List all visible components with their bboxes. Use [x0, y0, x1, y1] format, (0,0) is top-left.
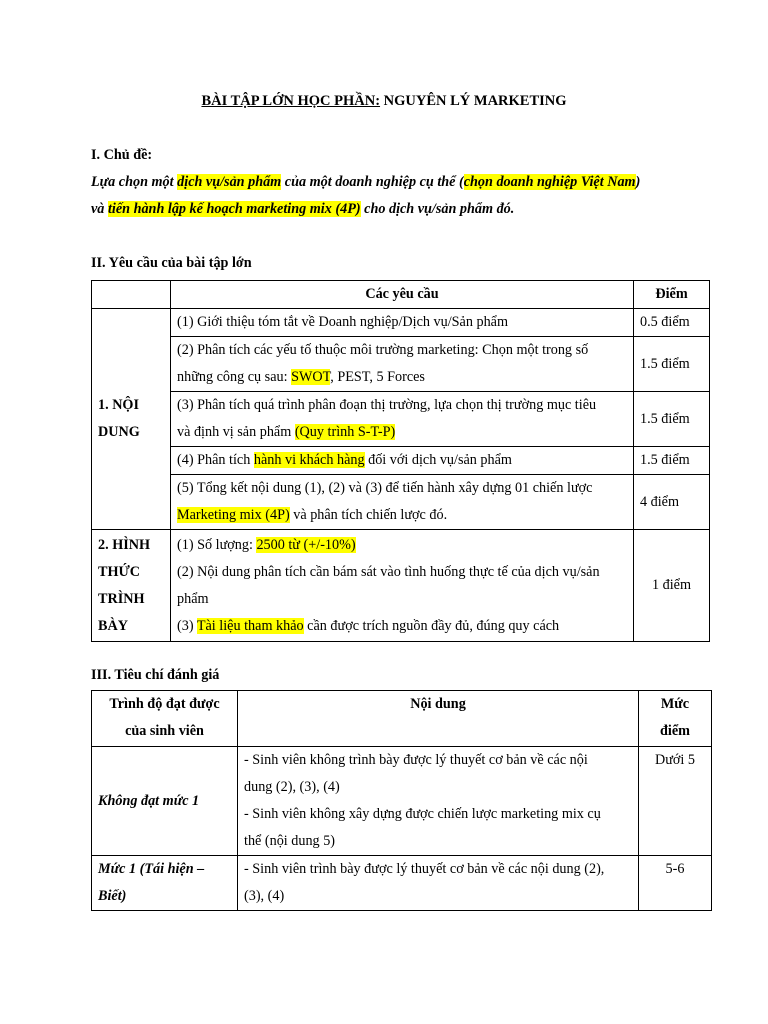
text-run: )	[635, 174, 641, 190]
label-line: DUNG	[98, 424, 140, 440]
score-cell: 1.5 điểm	[634, 392, 710, 447]
table-row	[92, 447, 710, 475]
cell-text	[177, 502, 627, 529]
header-requirements: Các yêu cầu	[171, 281, 634, 309]
content-cell	[238, 856, 639, 911]
label-line: 2. HÌNH	[98, 536, 151, 553]
header-text: của sinh viên	[125, 723, 204, 739]
highlight-run: hành vi khách hàng	[253, 452, 365, 468]
score-cell: 1 điểm	[634, 530, 710, 642]
label-line: THỨC	[98, 563, 141, 580]
cell-text: - Sinh viên trình bày được lý thuyết cơ bản về các nội dung (2),	[244, 861, 605, 877]
highlight-run: chọn doanh nghiệp Việt Nam	[463, 174, 636, 190]
cell-text: dung (2), (3), (4)	[244, 779, 340, 795]
header-text: Trình độ đạt được	[109, 696, 220, 712]
requirement-cell	[171, 447, 634, 475]
text-run: những công cụ sau:	[177, 369, 292, 385]
header-text: Mức	[660, 696, 690, 712]
section2-heading: II. Yêu cầu của bài tập lớn	[91, 255, 252, 271]
score-cell: 1.5 điểm	[634, 447, 710, 475]
text-run: cần được trích nguồn đầy đủ, đúng quy cách	[303, 617, 560, 634]
table-header-row	[92, 691, 712, 747]
header-content: Nội dung	[238, 691, 639, 747]
table-row	[92, 309, 710, 337]
highlight-run: dịch vụ/sản phẩm	[177, 174, 282, 190]
text-run: (3)	[177, 617, 197, 634]
group-format-label	[92, 530, 171, 642]
highlight-run: (Quy trình S-T-P)	[294, 424, 396, 440]
text-run: đối với dịch vụ/sản phẩm	[364, 452, 512, 468]
requirements-table	[91, 280, 710, 642]
header-score	[639, 691, 712, 747]
cell-text	[177, 447, 627, 474]
section1-paragraph-line2	[91, 201, 514, 218]
table-row	[92, 747, 712, 856]
cell-text: Mức 1 (Tái hiện –	[98, 861, 205, 877]
section1-paragraph-line1	[91, 174, 640, 191]
label-line: TRÌNH	[98, 590, 145, 607]
text-run: Lựa chọn một	[91, 174, 178, 190]
cell-text: (3) Phân tích quá trình phân đoạn thị trường, lựa chọn thị trường mục tiêu	[177, 397, 597, 413]
level-cell	[92, 856, 238, 911]
highlight-run: Marketing mix (4P)	[177, 507, 290, 523]
table-row	[92, 337, 710, 392]
cell-text: (2) Nội dung phân tích cần bám sát vào tình huống thực tế của dịch vụ/sản	[177, 563, 600, 580]
group-content-label	[92, 309, 171, 530]
text-run: , PEST, 5 Forces	[330, 369, 425, 385]
highlight-run: 2500 từ (+/-10%)	[256, 536, 356, 553]
table-header-row	[92, 281, 710, 309]
table-row	[92, 475, 710, 530]
cell-text: - Sinh viên không trình bày được lý thuyết cơ bản về các nội	[244, 752, 588, 768]
text-run: (4) Phân tích	[177, 452, 254, 468]
cell-text	[177, 532, 627, 559]
cell-text	[177, 419, 627, 446]
cell-text	[177, 364, 627, 391]
cell-text: - Sinh viên không xây dựng được chiến lược marketing mix cụ	[244, 806, 601, 822]
label-line: 1. NỘI	[98, 397, 139, 413]
table-row	[92, 856, 712, 911]
score-cell: 5-6	[639, 856, 712, 911]
score-cell: 1.5 điểm	[634, 337, 710, 392]
score-cell: 4 điểm	[634, 475, 710, 530]
requirement-cell	[171, 337, 634, 392]
title-underlined: BÀI TẬP LỚN HỌC PHẦN:	[201, 93, 381, 109]
section1-heading: I. Chủ đề:	[91, 147, 153, 163]
cell-text: phẩm	[177, 590, 209, 607]
cell-text: (5) Tổng kết nội dung (1), (2) và (3) để tiến hành xây dựng 01 chiến lược	[177, 480, 593, 496]
section3-heading: III. Tiêu chí đánh giá	[91, 667, 220, 683]
content-cell	[238, 747, 639, 856]
requirement-cell	[171, 309, 634, 337]
text-run: (1) Số lượng:	[177, 536, 257, 553]
score-cell: 0.5 điểm	[634, 309, 710, 337]
criteria-table	[91, 690, 712, 911]
cell-text: (3), (4)	[244, 888, 285, 904]
header-level	[92, 691, 238, 747]
text-run: và	[91, 201, 108, 217]
level-cell: Không đạt mức 1	[92, 747, 238, 856]
table-row	[92, 530, 710, 642]
table-row	[92, 392, 710, 447]
header-empty-cell	[92, 281, 171, 309]
text-run: và phân tích chiến lược đó.	[289, 507, 448, 523]
header-text: điểm	[660, 723, 690, 739]
cell-text: (2) Phân tích các yếu tố thuộc môi trường marketing: Chọn một trong số	[177, 342, 589, 358]
highlight-run: Tài liệu tham khảo	[196, 617, 304, 634]
document-title	[0, 93, 768, 110]
highlight-run: tiến hành lập kế hoạch marketing mix (4P)	[107, 201, 361, 217]
cell-text: thể (nội dung 5)	[244, 833, 336, 849]
highlight-run: SWOT	[291, 369, 331, 385]
requirement-cell	[171, 475, 634, 530]
header-score: Điểm	[634, 281, 710, 309]
cell-text: (1) Giới thiệu tóm tắt về Doanh nghiệp/Dịch vụ/Sản phẩm	[177, 314, 508, 330]
text-run: cho dịch vụ/sản phẩm đó.	[360, 201, 515, 217]
title-rest: NGUYÊN LÝ MARKETING	[380, 93, 567, 109]
requirement-cell	[171, 530, 634, 642]
cell-text: Biết)	[98, 888, 127, 904]
label-line: BÀY	[98, 617, 128, 634]
score-cell: Dưới 5	[639, 747, 712, 856]
text-run: của một doanh nghiệp cụ thể (	[281, 174, 464, 190]
cell-text	[177, 613, 627, 640]
requirement-cell	[171, 392, 634, 447]
text-run: và định vị sản phẩm	[177, 424, 295, 440]
